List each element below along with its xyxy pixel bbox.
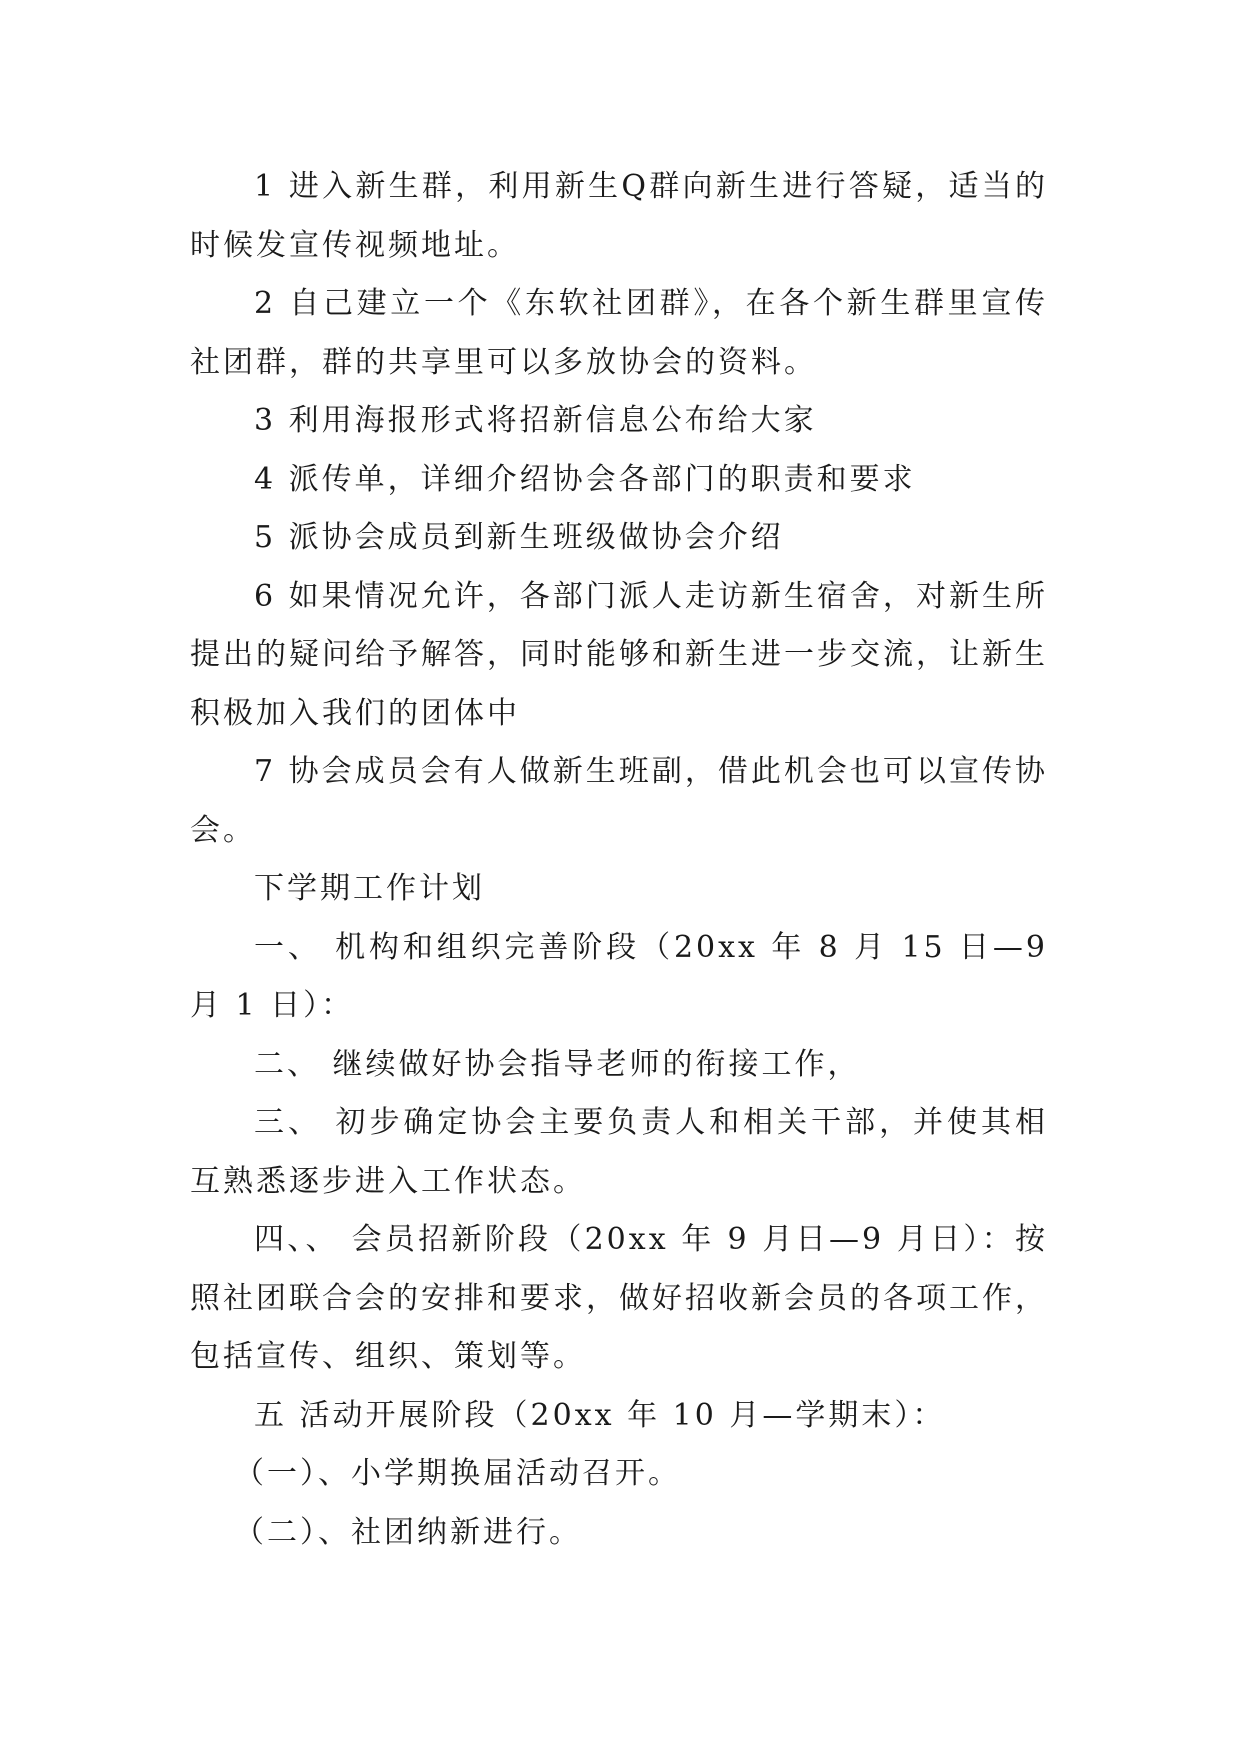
paragraph-6: 6 如果情况允许，各部门派人走访新生宿舍，对新生所提出的疑问给予解答，同时能够和新生进一步交流，让新生积极加入我们的团体中 [190, 578, 1048, 731]
section-heading-next-semester: 下学期工作计划 [254, 871, 485, 906]
plan-item-1: 一、 机构和组织完善阶段（20xx 年 8 月 15 日—9 月 1 日）： [190, 929, 1048, 1023]
paragraph-3: 3 利用海报形式将招新信息公布给大家 [254, 403, 817, 438]
plan-item-2: 二、 继续做好协会指导老师的衔接工作， [254, 1046, 861, 1082]
plan-item-5: 五 活动开展阶段（20xx 年 10 月—学期末）： [254, 1397, 946, 1433]
plan-item-4: 四、、 会员招新阶段（20xx 年 9 月日—9 月日）：按照社团联合会的安排和要求，做好招收新会员的各项工作，包括宣传、组织、策划等。 [190, 1222, 1048, 1374]
paragraph-5: 5 派协会成员到新生班级做协会介绍 [254, 520, 784, 555]
paragraph-1: 1 进入新生群，利用新生Q群向新生进行答疑，适当的时候发宣传视频地址。 [190, 169, 1048, 263]
paragraph-2: 2 自己建立一个《东软社团群》，在各个新生群里宣传社团群，群的共享里可以多放协会的资料。 [190, 286, 1048, 380]
plan-subitem-1: （一）、小学期换届活动召开。 [234, 1456, 681, 1491]
plan-item-3: 三、 初步确定协会主要负责人和相关干部，并使其相互熟悉逐步进入工作状态。 [190, 1105, 1048, 1199]
paragraph-4: 4 派传单，详细介绍协会各部门的职责和要求 [254, 461, 916, 497]
paragraph-7: 7 协会成员会有人做新生班副，借此机会也可以宣传协会。 [190, 754, 1048, 848]
plan-subitem-2: （二）、社团纳新进行。 [234, 1514, 582, 1550]
document-body [190, 158, 1048, 1562]
